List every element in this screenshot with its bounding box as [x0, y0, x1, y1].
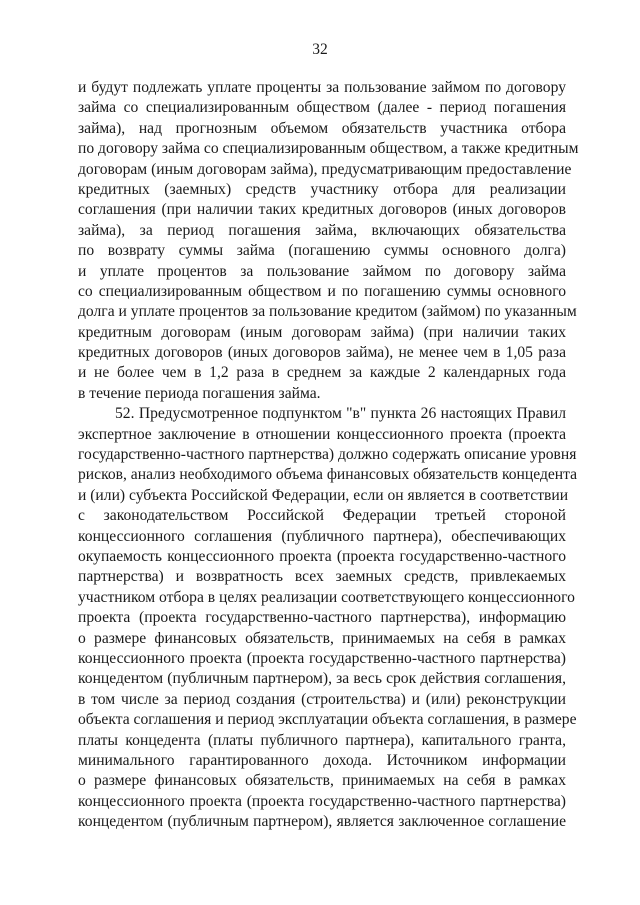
- text-line: займа), над прогнозным объемом обязательств участника отбора: [78, 119, 566, 137]
- text-line: и не более чем в 1,2 раза в среднем за каждые 2 календарных года: [78, 364, 566, 382]
- text-line: по возврату суммы займа (погашению суммы основного долга): [78, 242, 566, 260]
- text-line: кредитным договорам (иным договорам займа) (при наличии таких: [78, 323, 566, 341]
- text-line: концессионного проекта (проекта государственно-частного партнерства): [78, 649, 566, 667]
- text-line: объекта соглашения и период эксплуатации объекта соглашения, в размере: [78, 711, 577, 729]
- text-line: платы концедента (платы публичного партнера), капитального гранта,: [78, 731, 566, 749]
- page-number: 32: [312, 41, 328, 58]
- text-line: окупаемость концессионного проекта (проекта государственно-частного: [78, 547, 566, 565]
- text-line: рисков, анализ необходимого объема финансовых обязательств концедента: [78, 466, 578, 484]
- text-line: и будут подлежать уплате проценты за пользование займом по договору: [78, 79, 566, 96]
- text-line: долга и уплате процентов за пользование кредитом (займом) по указанным: [78, 303, 577, 321]
- text-line: соглашения (при наличии таких кредитных договоров (иных договоров: [78, 201, 566, 219]
- text-line: проекта (проекта государственно-частного партнерства), информацию: [78, 609, 566, 627]
- text-line: минимального гарантированного дохода. Источником информации: [78, 751, 566, 769]
- text-line: концедентом (публичным партнером), за весь срок действия соглашения,: [78, 670, 566, 688]
- text-line: концедентом (публичным партнером), является заключенное соглашение: [78, 813, 566, 831]
- paragraph-1: [78, 78, 579, 404]
- text-line: займа со специализированным обществом (далее - период погашения: [78, 99, 566, 117]
- text-line: кредитных (заемных) средств участнику отбора для реализации: [78, 180, 566, 198]
- text-line: займа), за период погашения займа, включающих обязательства: [78, 221, 566, 239]
- text-line: в том числе за период создания (строительства) и (или) реконструкции: [78, 690, 566, 708]
- document-body: [78, 78, 579, 832]
- text-line: в течение периода погашения займа.: [78, 384, 321, 402]
- paragraph-2: [78, 404, 578, 832]
- text-line: договорам (иным договорам займа), предусматривающим предоставление: [78, 160, 572, 178]
- text-line: участником отбора в целях реализации соответствующего концессионного: [78, 588, 575, 606]
- text-line: партнерства) и возвратность всех заемных средств, привлекаемых: [78, 568, 566, 586]
- text-line: о размере финансовых обязательств, принимаемых на себя в рамках: [78, 772, 566, 790]
- text-line: 52. Предусмотренное подпунктом "в" пункта 26 настоящих Правил: [115, 405, 566, 423]
- text-line: по договору займа со специализированным обществом, а также кредитным: [78, 140, 579, 158]
- text-line: и уплате процентов за пользование займом по договору займа: [78, 262, 566, 280]
- text-line: о размере финансовых обязательств, принимаемых на себя в рамках: [78, 629, 566, 647]
- text-line: государственно-частного партнерства) должно содержать описание уровня: [78, 446, 577, 464]
- text-line: концессионного проекта (проекта государственно-частного партнерства): [78, 792, 566, 810]
- text-line: с законодательством Российской Федерации третьей стороной: [78, 507, 566, 525]
- text-line: со специализированным обществом и по погашению суммы основного: [78, 282, 566, 300]
- text-line: экспертное заключение в отношении концессионного проекта (проекта: [78, 425, 566, 443]
- text-line: концессионного соглашения (публичного партнера), обеспечивающих: [78, 527, 566, 545]
- text-line: и (или) субъекта Российской Федерации, если он является в соответствии: [78, 486, 569, 504]
- text-line: кредитных договоров (иных договоров займа), не менее чем в 1,05 раза: [78, 344, 566, 362]
